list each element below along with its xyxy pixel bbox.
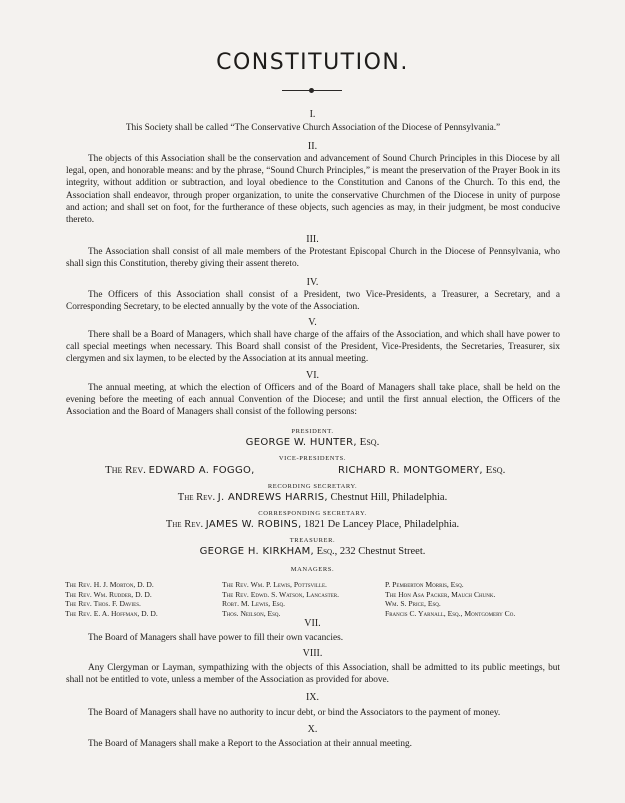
vp2-line: [338, 464, 505, 477]
article-text: Any Clergyman or Layman, sympathizing with the objects of this Association, shall be admitted to its public meetings, but shall not be entitled to vote, unless a member of the Association as provided for above.: [66, 663, 560, 686]
treasurer-label: TREASURER.: [289, 537, 336, 544]
manager-entry: The Rev. H. J. Morton, D. D.: [65, 580, 154, 589]
article-text: There shall be a Board of Managers, which shall have charge of the affairs of the Association, and which shall have power to call special meetings when necessary. This Board shall consist of the President, Vice-Presidents, the Secretaries, Treasurer, six clergymen and six laymen, to be elected by the Association at its annual meeting.: [66, 330, 560, 365]
article-text: This Society shall be called “The Conservative Church Association of the Diocese of Pennsylvania.”: [125, 123, 501, 133]
manager-entry: The Rev. Wm. Rudder, D. D.: [65, 589, 152, 599]
article-number: II.: [307, 141, 318, 152]
treas-address: 232 Chestnut Street.: [339, 546, 426, 557]
article-number: VIII.: [302, 648, 323, 659]
article-number: IX.: [305, 692, 320, 703]
manager-entry: Wm. S. Price, Esq.: [385, 599, 441, 609]
article-text: The objects of this Association shall be the conservation and advancement of Sound Church Principles in this Diocese by all legal, open, and honorable means: and by the phrase, “Sound Church Principles,” is meant the preservation of the Prayer Book in its integrity, without addition or subtraction, and loyal obedience to the Constitution and Canons of the Church. To this end, the Association shall endeavor, through proper organization, to unite the conservative Churchmen of the Diocese in unity of purpose and action; and shall set on foot, for the furtherance of these objects, such agencies as may, in their judgment, be most conducive thereto.: [66, 154, 560, 226]
rec-address: Chestnut Hill, Philadelphia.: [330, 492, 448, 503]
treas-name: GEORGE H. KIRKHAM,: [199, 546, 315, 557]
corr-name: JAMES W. ROBINS,: [205, 519, 302, 530]
article-text: The Board of Managers shall make a Report to the Association at their annual meeting.: [88, 739, 413, 749]
manager-entry: The Rev. Wm. P. Lewis, Pottsville.: [222, 580, 327, 589]
manager-entry: The Rev. Edwd. S. Watson, Lancaster.: [222, 589, 339, 599]
vp1-name: EDWARD A. FOGGO,: [148, 465, 255, 476]
president-suffix: Esq.: [359, 436, 380, 448]
article-text: The Association shall consist of all male members of the Protestant Episcopal Church in the Diocese of Pennsylvania, who shall sign this Constitution, thereby giving their assent thereto.: [66, 247, 560, 270]
vp2-suffix: Esq.: [485, 464, 506, 476]
corresponding-secretary-label: CORRESPONDING SECRETARY.: [258, 510, 367, 517]
rec-prefix: The Rev.: [177, 492, 216, 503]
article-number: VI.: [305, 370, 320, 381]
president-label: PRESIDENT.: [291, 428, 334, 435]
managers-column-3: [385, 580, 515, 618]
rec-name: J. ANDREWS HARRIS,: [217, 492, 328, 503]
page-title: CONSTITUTION.: [216, 50, 409, 75]
vp-label: VICE-PRESIDENTS.: [278, 455, 347, 462]
president-line: [0, 436, 625, 449]
vp1-line: [105, 464, 255, 477]
article-text: The Board of Managers shall have power to fill their own vacancies.: [88, 633, 344, 643]
article-number: III.: [306, 234, 319, 245]
article-number: VII.: [304, 618, 321, 629]
treas-suffix: Esq.,: [316, 546, 338, 557]
managers-column-2: [222, 580, 339, 618]
treasurer-line: [0, 545, 625, 558]
article-text: The Board of Managers shall have no authority to incur debt, or bind the Associators to the payment of money.: [88, 708, 501, 718]
corr-address: 1821 De Lancey Place, Philadelphia.: [304, 519, 460, 530]
article-number: IV.: [306, 277, 319, 288]
president-name: GEORGE W. HUNTER,: [245, 437, 357, 448]
manager-entry: P. Pemberton Morris, Esq.: [385, 580, 464, 589]
rule-ornament: [309, 88, 314, 93]
managers-column-1: [65, 580, 158, 618]
recording-secretary-line: [0, 491, 625, 504]
manager-entry: Francis C. Yarnall, Esq., Montgomery Co.: [385, 608, 516, 618]
article-number: V.: [308, 317, 317, 328]
title-rule: [282, 90, 342, 91]
manager-entry: The Hon Asa Packer, Mauch Chunk.: [385, 589, 496, 599]
article-text: The Officers of this Association shall consist of a President, two Vice-Presidents, a Treasurer, a Secretary, and a Corresponding Secretary, to be elected annually by the vote of the Association.: [66, 290, 560, 313]
vp2-name: RICHARD R. MONTGOMERY,: [338, 465, 483, 476]
article-number: X.: [307, 724, 318, 735]
vp1-prefix: The Rev.: [105, 464, 146, 476]
manager-entry: Robt. M. Lewis, Esq.: [222, 599, 285, 609]
managers-label: MANAGERS.: [290, 566, 335, 573]
recording-secretary-label: RECORDING SECRETARY.: [267, 483, 358, 490]
corr-prefix: The Rev.: [165, 519, 204, 530]
manager-entry: The Rev. Thos. F. Davies.: [65, 599, 141, 609]
manager-entry: Thos. Neilson, Esq.: [222, 608, 281, 618]
corresponding-secretary-line: [0, 518, 625, 531]
article-number: I.: [309, 109, 316, 120]
article-text: The annual meeting, at which the election of Officers and of the Board of Managers shall take place, shall be held on the evening before the meeting of each annual Convention of the Diocese; and until the first annual election, the Officers of the Association and the Board of Managers shall consist of the following persons:: [66, 383, 560, 418]
manager-entry: The Rev. E. A. Hoffman, D. D.: [65, 608, 158, 618]
